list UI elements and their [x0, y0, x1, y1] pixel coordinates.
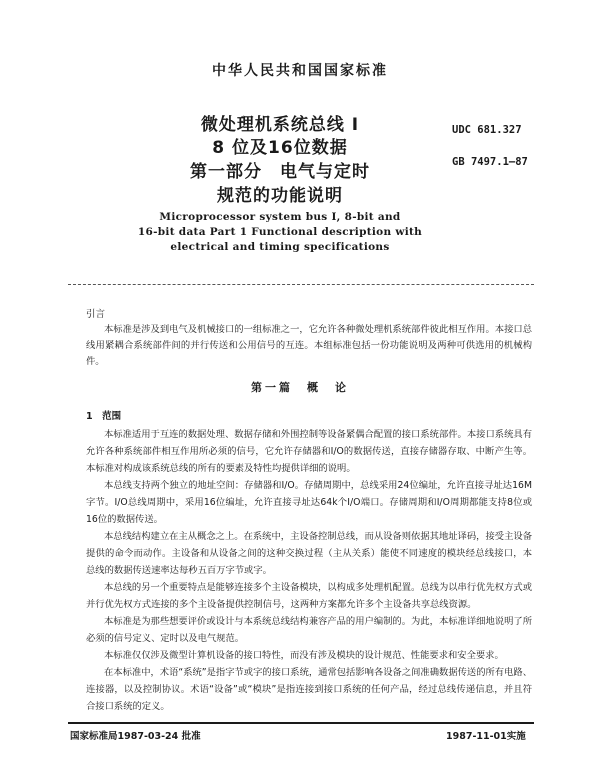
intro-heading: 引言 [86, 309, 106, 320]
english-title-line-3: electrical and timing specifications [170, 241, 390, 253]
section-1-paragraph-5: 本标准是为那些想要评价或设计与本系统总线结构兼容产品的用户编制的。为此，本标准详细地说明了所必须的信号定义、定时以及电气规范。 [86, 616, 532, 644]
title-line-1: 微处理机系统总线 Ⅰ [200, 115, 360, 135]
section-1-paragraph-7: 在本标准中，术语“系统”是指字节或字的接口系统，通常包括影响各设备之间准确数据传送的所有电路、连接器，以及控制协议。术语“设备”或“模块”是指连接到接口系统的任何产品，经过总线传递信息，并且符合接口系统的定义。 [86, 667, 532, 712]
part-title: 第一篇 概 论 [251, 381, 349, 394]
title-line-4: 规范的功能说明 [217, 186, 343, 206]
section-1-paragraph-1: 本标准适用于互连的数据处理、数据存储和外围控制等设备紧偶合配置的接口系统部件。本接口系统具有允许各种系统部件相互作用所必须的信号，它允许存储器和I/O的数据传送，直接存储器存取、中断产生等。本标准对构成该系统总线的所有的要素及特性均提供详细的说明。 [86, 429, 532, 474]
approval-date: 国家标准局1987-03-24 批准 [70, 731, 201, 742]
english-title-line-2: 16-bit data Part 1 Functional description with [137, 226, 423, 238]
english-title-line-1: Microprocessor system bus Ⅰ, 8-bit and [159, 211, 401, 223]
intro-paragraph: 本标准是涉及到电气及机械接口的一组标准之一，它允许各种微处理机系统部件彼此相互作用。本接口总线用紧耦合系统部件间的并行传送和公用信号的互连。本组标准包括一份功能说明及两种可供选用的机械构件。 [86, 324, 532, 367]
title-divider [68, 284, 534, 285]
section-1-paragraph-3: 本总线结构建立在主从概念之上。在系统中，主设备控制总线，而从设备则依据其地址译码，接受主设备提供的命令而动作。主设备和从设备之间的这种交换过程（主从关系）能使不同速度的模块经总线接口，本总线的数据传送速率达每秒五百万字节或字。 [86, 531, 532, 576]
standard-org-header: 中华人民共和国国家标准 [212, 63, 388, 79]
section-1-paragraph-6: 本标准仅仅涉及微型计算机设备的接口特性，而没有涉及模块的设计规范、性能要求和安全要求。 [104, 650, 504, 661]
udc-code: UDC 681.327 [452, 124, 522, 136]
title-line-3: 第一部分 电气与定时 [190, 162, 370, 182]
implementation-date: 1987-11-01实施 [446, 731, 526, 742]
section-1-paragraph-4: 本总线的另一个重要特点是能够连接多个主设备模块，以构成多处理机配置。总线为以串行优先权方式或并行优先权方式连接的多个主设备提供控制信号，这两种方案都允许多个主设备共享总线资源。 [86, 582, 532, 610]
section-1-heading: 1 范围 [86, 411, 122, 422]
footer-divider [68, 722, 534, 724]
gb-code: GB 7497.1—87 [452, 156, 528, 168]
title-line-2: 8 位及16位数据 [212, 138, 348, 158]
section-1-paragraph-2: 本总线支持两个独立的地址空间：存储器和I/O。存储周期中，总线采用24位编址，允许直接寻址达16M字节。I/O总线周期中，采用16位编址，允许直接寻址达64k个I/O端口。存储周期和I/O周期都能支持8位或16位的数据传送。 [86, 480, 532, 525]
